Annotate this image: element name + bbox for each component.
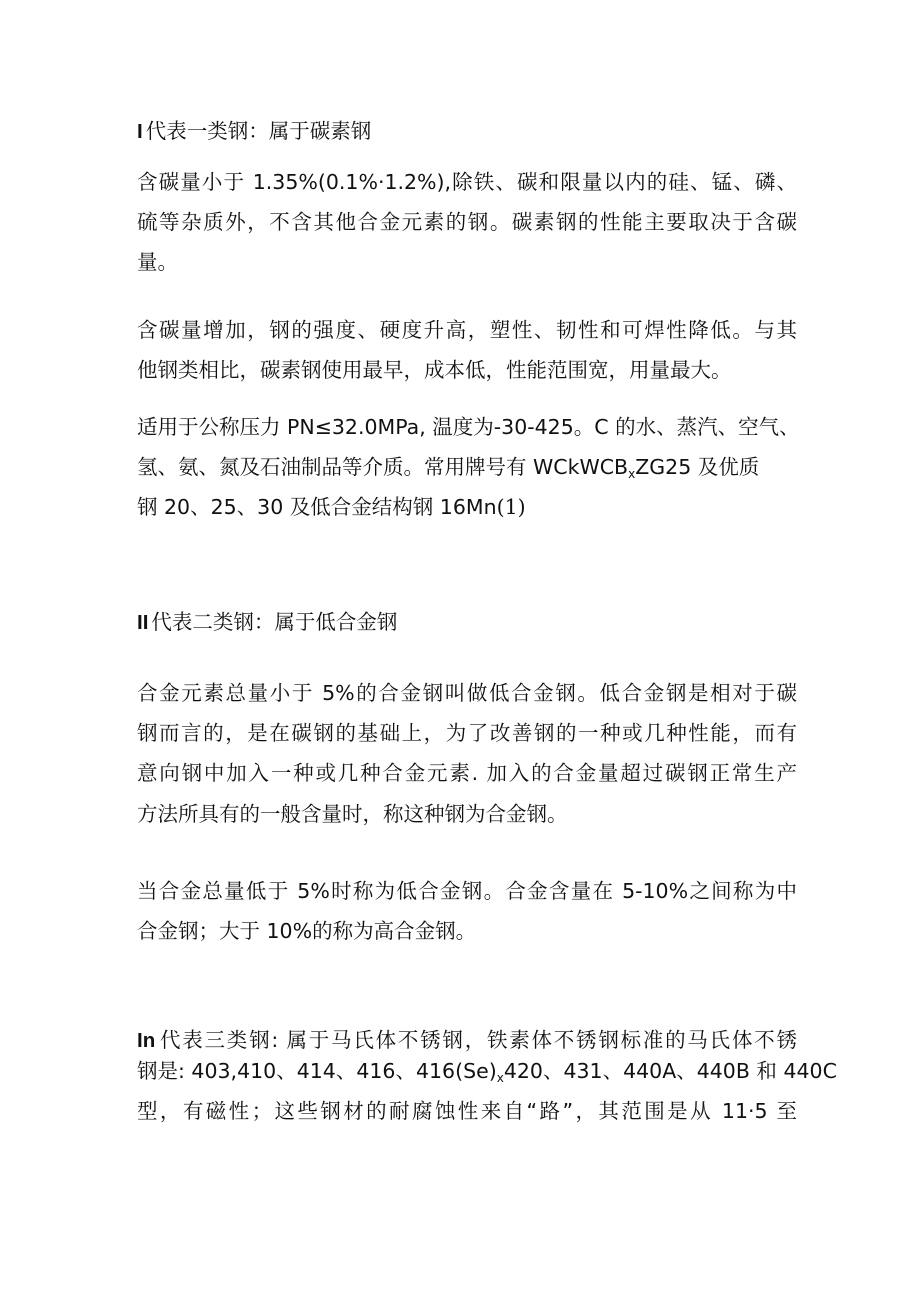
text-line: 含碳量小于 1.35%(0.1%·1.2%),除铁、碳和限量以内的硅、锰、磷、 [137,170,797,194]
text-line: 量。 [137,250,178,275]
paragraph-2-2 [137,871,797,951]
paragraph-1-2 [137,310,797,390]
text-line: 含碳量增加，钢的强度、硬度升高，塑性、韧性和可焊性降低。与其 [137,318,797,342]
text-line: 方法所具有的一般含量时，称这种钢为合金钢。 [137,801,568,826]
footnote-mark: (1) [496,495,526,520]
text-segment: 氢、氨、氮及石油制品等介质。常用牌号有 WCkWCB [137,455,629,480]
text-line [137,447,797,487]
section-roman-2: II [137,611,149,634]
paragraph-1-1 [137,162,797,283]
paragraph-2-1 [137,673,797,834]
section-title-3: 代表三类钢: 属于马氏体不锈钢，铁素体不锈钢标准的马氏体不锈 [158,1028,797,1052]
text-line: 型，有磁性；这些钢材的耐腐蚀性来自“路”，其范围是从 11·5 至 [137,1099,797,1124]
section-roman-3: In [137,1029,156,1052]
text-line: 钢而言的，是在碳钢的基础上，为了改善钢的一种或几种性能，而有 [137,721,797,746]
section-roman-1: I [137,120,143,143]
section-title-2: 代表二类钢：属于低合金钢 [151,610,398,634]
section-heading-2 [137,612,397,634]
text-line: 适用于公称压力 PN≤32.0MPa, 温度为-30-425。C 的水、蒸汽、空气、 [137,415,800,439]
text-line: 当合金总量低于 5%时称为低合金钢。合金含量在 5-10%之间称为中 [137,879,797,903]
subscript: x [628,467,636,482]
section-heading-3 [137,1030,797,1052]
section-title-1: 代表一类钢：属于碳素钢 [145,119,372,143]
text-line [137,487,797,527]
text-line [137,1051,837,1091]
section-heading-1 [137,121,371,143]
text-line: 他钢类相比，碳素钢使用最早，成本低，性能范围宽，用量最大。 [137,358,732,383]
text-line: 意向钢中加入一种或几种合金元素. 加入的合金量超过碳钢正常生产 [137,761,797,786]
text-segment: 钢是: 403,410、414、416、416(Se) [137,1059,497,1083]
paragraph-1-3 [137,407,800,528]
subscript: x [496,1071,504,1085]
text-line: 硫等杂质外，不含其他合金元素的钢。碳素钢的性能主要取决于含碳 [137,210,797,235]
text-segment: 钢 20、25、30 及低合金结构钢 16Mn [137,495,497,520]
text-segment: ZG25 及优质 [635,455,760,480]
text-line: 合金钢；大于 10%的称为高合金钢。 [137,919,477,944]
paragraph-3-1 [137,1051,837,1131]
text-segment: 420、431、440A、440B 和 440C [503,1059,837,1083]
text-line: 合金元素总量小于 5%的合金钢叫做低合金钢。低合金钢是相对于碳 [137,681,797,705]
